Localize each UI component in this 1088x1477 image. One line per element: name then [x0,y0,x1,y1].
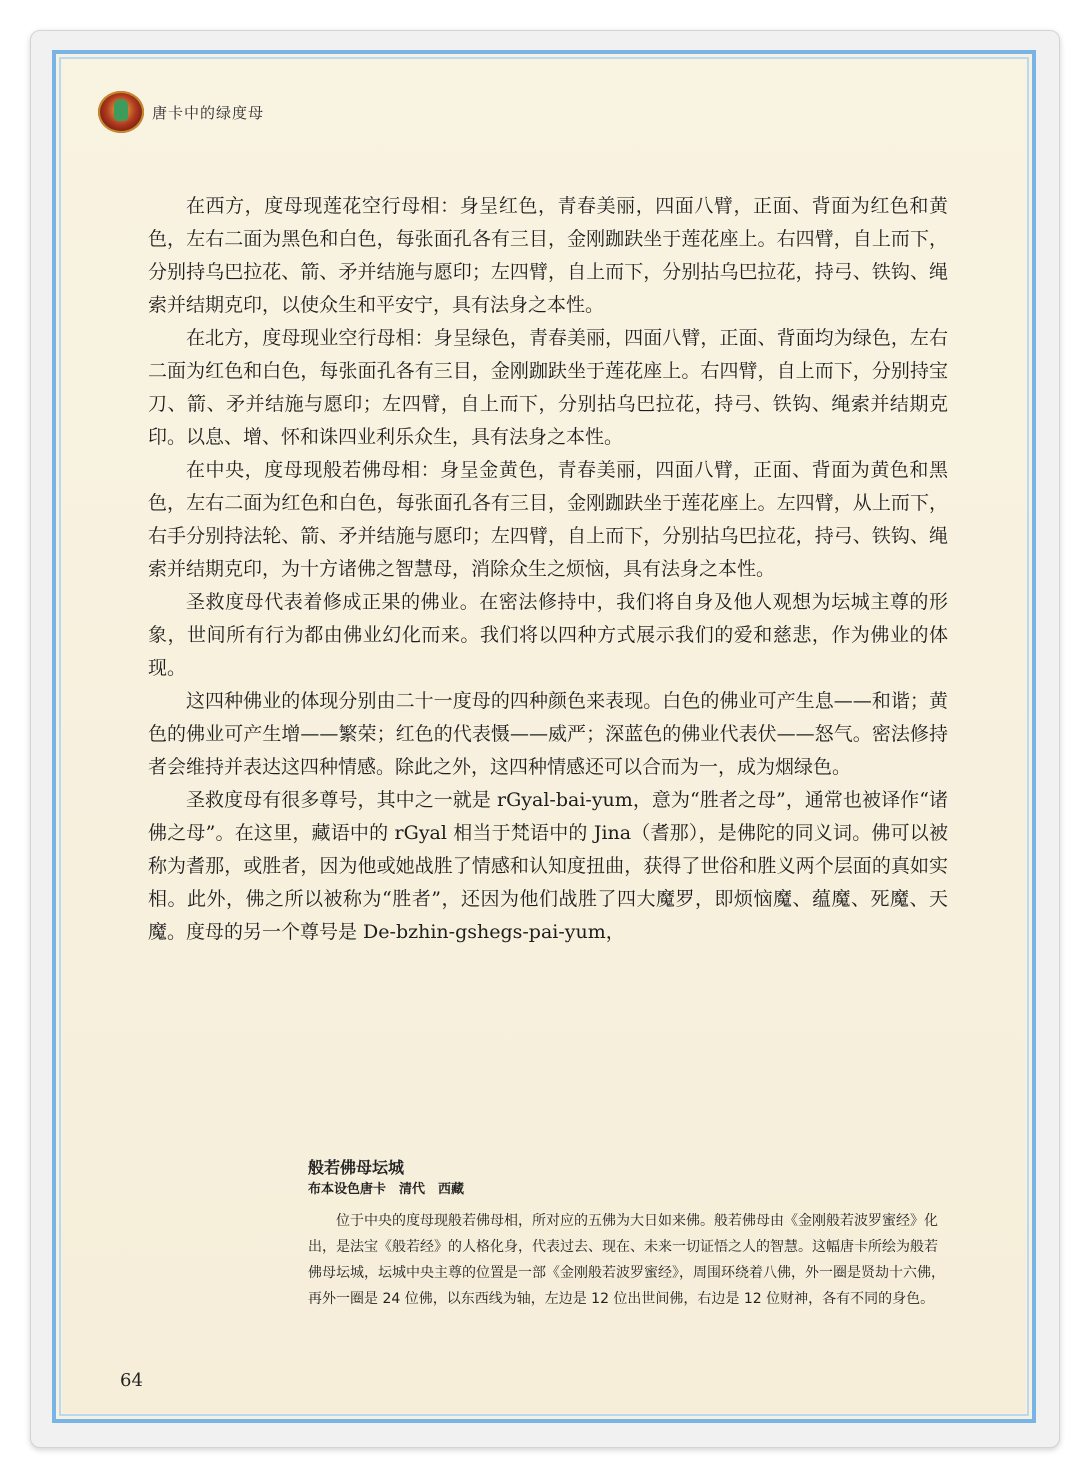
running-header-title: 唐卡中的绿度母 [152,103,265,122]
caption-title: 般若佛母坛城 [308,1158,405,1177]
paragraph: 在北方，度母现业空行母相：身呈绿色，青春美丽，四面八臂，正面、背面均为绿色，左右二面为红色和白色，每张面孔各有三目，金刚跏趺坐于莲花座上。右四臂，自上而下，分别持宝刀、箭、矛并结施与愿印；左四臂，自上而下，分别拈乌巴拉花，持弓、铁钩、绳索并结期克印。以息、增、怀和诛四业利乐众生，具有法身之本性。 [148,327,948,448]
body-text [148,190,948,949]
paragraph: 这四种佛业的体现分别由二十一度母的四种颜色来表现。白色的佛业可产生息——和谐；黄色的佛业可产生增——繁荣；红色的代表慑——威严；深蓝色的佛业代表伏——怒气。密法修持者会维持并表达这四种情感。除此之外，这四种情感还可以合而为一，成为烟绿色。 [148,690,948,778]
paragraph: 圣救度母代表着修成正果的佛业。在密法修持中，我们将自身及他人观想为坛城主尊的形象，世间所有行为都由佛业幻化而来。我们将以四种方式展示我们的爱和慈悲，作为佛业的体现。 [148,591,948,679]
paragraph: 圣救度母有很多尊号，其中之一就是 rGyal-bai-yum，意为“胜者之母”，通常也被译作“诸佛之母”。在这里，藏语中的 rGyal 相当于梵语中的 Jina（耆那），是佛陀的同义词。佛可以被称为耆那，或胜者，因为他或她战胜了情感和认知度扭曲，获得了世俗和胜义两个层面的真如实相。此外，佛之所以被称为“胜者”，还因为他们战胜了四大魔罗，即烦恼魔、蕴魔、死魔、天魔。度母的另一个尊号是 De-bzhin-gshegs-pai-yum， [148,789,948,943]
caption-subtitle: 布本设色唐卡 清代 西藏 [308,1182,465,1197]
thangka-emblem-icon [98,91,144,133]
figure-caption [308,1156,948,1312]
paragraph: 在西方，度母现莲花空行母相：身呈红色，青春美丽，四面八臂，正面、背面为红色和黄色，左右二面为黑色和白色，每张面孔各有三目，金刚跏趺坐于莲花座上。右四臂，自上而下，分别持乌巴拉花、箭、矛并结施与愿印；左四臂，自上而下，分别拈乌巴拉花，持弓、铁钩、绳索并结期克印，以使众生和平安宁，具有法身之本性。 [148,195,948,316]
paragraph: 在中央，度母现般若佛母相：身呈金黄色，青春美丽，四面八臂，正面、背面为黄色和黑色，左右二面为红色和白色，每张面孔各有三目，金刚跏趺坐于莲花座上。左四臂，从上而下，右手分别持法轮、箭、矛并结施与愿印；左四臂，自上而下，分别拈乌巴拉花，持弓、铁钩、绳索并结期克印，为十方诸佛之智慧母，消除众生之烦恼，具有法身之本性。 [148,459,948,580]
caption-text: 位于中央的度母现般若佛母相，所对应的五佛为大日如来佛。般若佛母由《金刚般若波罗蜜经》化出，是法宝《般若经》的人格化身，代表过去、现在、未来一切证悟之人的智慧。这幅唐卡所绘为般若佛母坛城，坛城中央主尊的位置是一部《金刚般若波罗蜜经》，周围环绕着八佛，外一圈是贤劫十六佛，再外一圈是 24 位佛，以东西线为轴，左边是 12 位出世间佛，右边是 12 位财神，各有不同的身色。 [308,1213,945,1307]
page-number: 64 [120,1370,143,1391]
running-header [98,90,264,134]
